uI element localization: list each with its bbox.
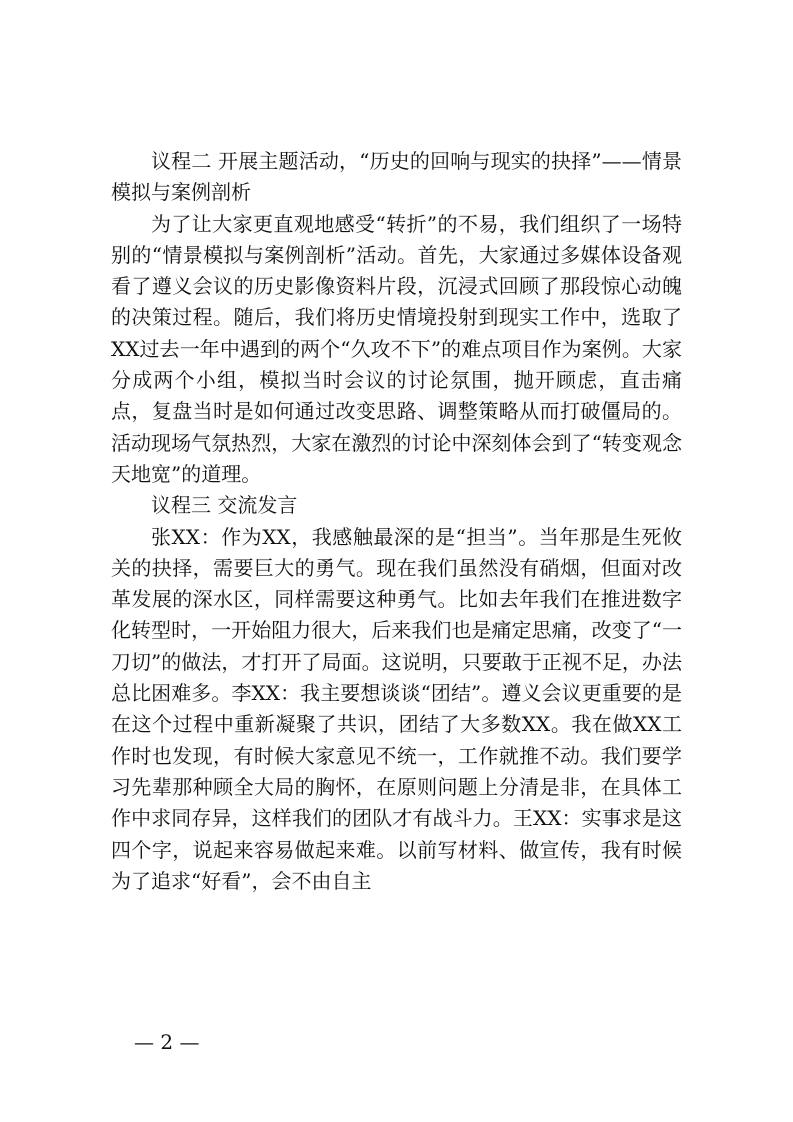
speeches-paragraph: 张XX：作为XX，我感触最深的是“担当”。当年那是生死攸关的抉择，需要巨大的勇气。现在我们虽然没有硝烟，但面对改革发展的深水区，同样需要这种勇气。比如去年我们在推进数字化转型时，一开始阻力很大，后来我们也是痛定思痛，改变了“一刀切”的做法，才打开了局面。这说明，只要敢于正视不足，办法总比困难多。李XX：我主要想谈谈“团结”。遵义会议更重要的是在这个过程中重新凝聚了共识，团结了大多数XX。我在做XX工作时也发现，有时候大家意见不统一，工作就推不动。我们要学习先辈那种顾全大局的胸怀，在原则问题上分清是非，在具体工作中求同存异，这样我们的团队才有战斗力。王XX：实事求是这四个字，说起来容易做起来难。以前写材料、做宣传，我有时候为了追求“好看”，会不由自主 [111, 524, 682, 893]
activity-description-paragraph: 为了让大家更直观地感受“转折”的不易，我们组织了一场特别的“情景模拟与案例剖析”活动。首先，大家通过多媒体设备观看了遵义会议的历史影像资料片段，沉浸式回顾了那段惊心动魄的决策过程。随后，我们将历史情境投射到现实工作中，选取了XX过去一年中遇到的两个“久攻不下”的难点项目作为案例。大家分成两个小组，模拟当时会议的讨论氛围，抛开顾虑，直击痛点，复盘当时是如何通过改变思路、调整策略从而打破僵局的。活动现场气氛热烈，大家在激烈的讨论中深刻体会到了“转变观念天地宽”的道理。 [111, 211, 682, 486]
document-body [111, 146, 682, 897]
agenda-two-heading: 议程二 开展主题活动，“历史的回响与现实的抉择”——情景模拟与案例剖析 [111, 149, 682, 205]
page-number: — 2 — [134, 1030, 200, 1054]
agenda-three-heading: 议程三 交流发言 [151, 493, 298, 518]
